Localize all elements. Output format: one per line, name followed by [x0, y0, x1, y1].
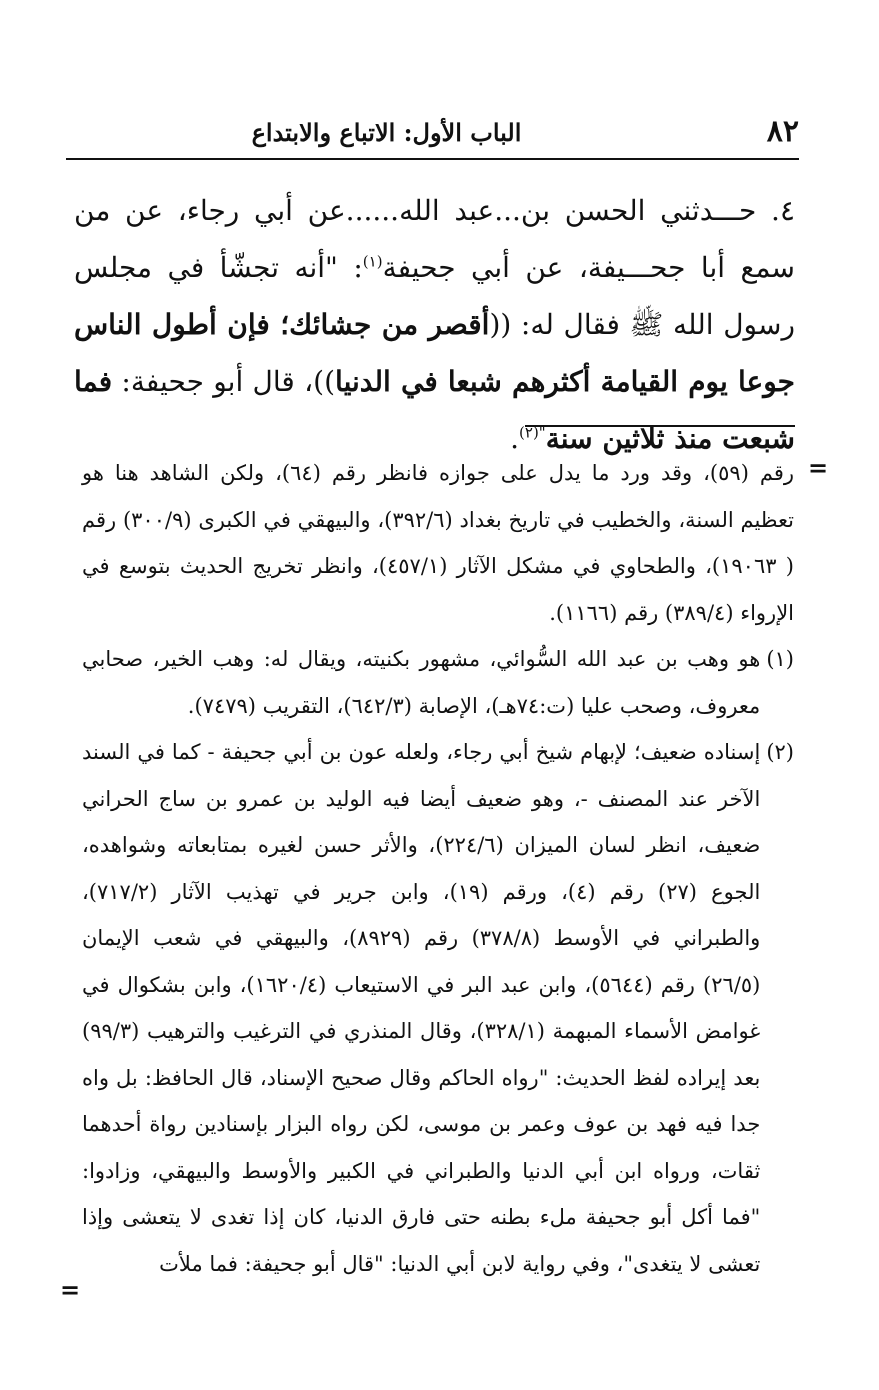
hadith-quote: : "أنه تجشّأ في مجلس رسول الله ﷺ فقال له: ((: [74, 251, 795, 341]
hadith-bold-text: أقصر من جشائك؛ فإن أطول الناس جوعا يوم القيامة أكثرهم شبعا في الدنيا: [74, 308, 795, 398]
continuation-mark-bottom: =: [60, 1275, 81, 1304]
footnotes: [82, 450, 794, 1287]
footnote-text: هو وهب بن عبد الله السُّوائي، مشهور بكنيته، ويقال له: وهب الخير، صحابي معروف، وصحب عليا (ت:٧٤هـ)، الإصابة (٦٤٢/٣)، التقريب (٧٤٧٩).: [82, 647, 761, 718]
hadith-close: .: [510, 422, 520, 455]
page-header: [64, 112, 799, 156]
hadith-bold-end: فما شبعت منذ ثلاثين سنة: [74, 365, 795, 455]
footnote-text: إسناده ضعيف؛ لإبهام شيخ أبي رجاء، ولعله عون بن أبي جحيفة - كما في السند الآخر عند المصنف -، وهو ضعيف أيضا فيه الوليد بن عمرو بن ساج الحراني ضعيف، انظر لسان الميزان (٢٢٤/٦)، والأثر حسن لغيره بمتابعاته وشواهده، الجوع (٢٧) رقم (٤)، ورقم (١٩)، وابن جرير في تهذيب الآثار (٧١٧/٢)، والطبراني في الأوسط (٣٧٨/٨) رقم (٨٩٢٩)، والبيهقي في شعب الإيمان (٢٦/٥) رقم (٥٦٤٤)، وابن عبد البر في الاستيعاب (١٦٢٠/٤)، وابن بشكوال في غوامض الأسماء المبهمة (٣٢٨/١)، وقال المنذري في الترغيب والترهيب (٩٩/٣) بعد إيراده لفظ الحديث: "رواه الحاكم وقال صحيح الإسناد، قال الحافظ: بل واه جدا فيه فهد بن عوف وعمر بن موسى، لكن رواه البزار بإسنادين رواة أحدهما ثقات، ورواه ابن أبي الدنيا والطبراني في الكبير والأوسط والبيهقي، وزادوا: "فما أكل أبو جحيفة ملء بطنه حتى فارق الدنيا، كان إذا تغدى لا يتعشى وإذا تعشى لا يتغدى"، وفي رواية لابن أبي الدنيا: "قال أبو جحيفة: فما ملأت: [82, 740, 761, 1276]
continuation-mark-top: =: [808, 453, 829, 482]
hadith-after: ))، قال أبو جحيفة:: [112, 365, 336, 398]
footnote-1: [82, 636, 794, 729]
footnote-number: (١): [766, 647, 794, 671]
hadith-intro: ٤. حـــدثني الحسن بن...عبد الله......عن أبي رجاء، عن من سمع أبا جحـــيفة، عن أبي جحيفة: [74, 194, 796, 284]
header-rule: [66, 158, 799, 160]
footnote-number: (٢): [766, 740, 794, 764]
page-number: ٨٢: [766, 114, 799, 149]
footnote-ref-2: "(٢): [519, 423, 546, 442]
footnote-2: [82, 729, 794, 1287]
running-title: الباب الأول: الاتباع والابتداع: [251, 118, 522, 147]
footnote-separator: [525, 425, 795, 427]
footnote-continuation: رقم (٥٩)، وقد ورد ما يدل على جوازه فانظر رقم (٦٤)، ولكن الشاهد هنا هو تعظيم السنة، والخطيب في تاريخ بغداد (٣٩٢/٦)، والبيهقي في الكبرى (٣٠٠/٩) رقم ( ١٩٠٦٣)، والطحاوي في مشكل الآثار (٤٥٧/١)، وانظر تخريج الحديث بتوسع في الإرواء (٣٨٩/٤) رقم (١١٦٦).: [82, 461, 794, 625]
footnote-ref-1: (١): [362, 252, 383, 271]
